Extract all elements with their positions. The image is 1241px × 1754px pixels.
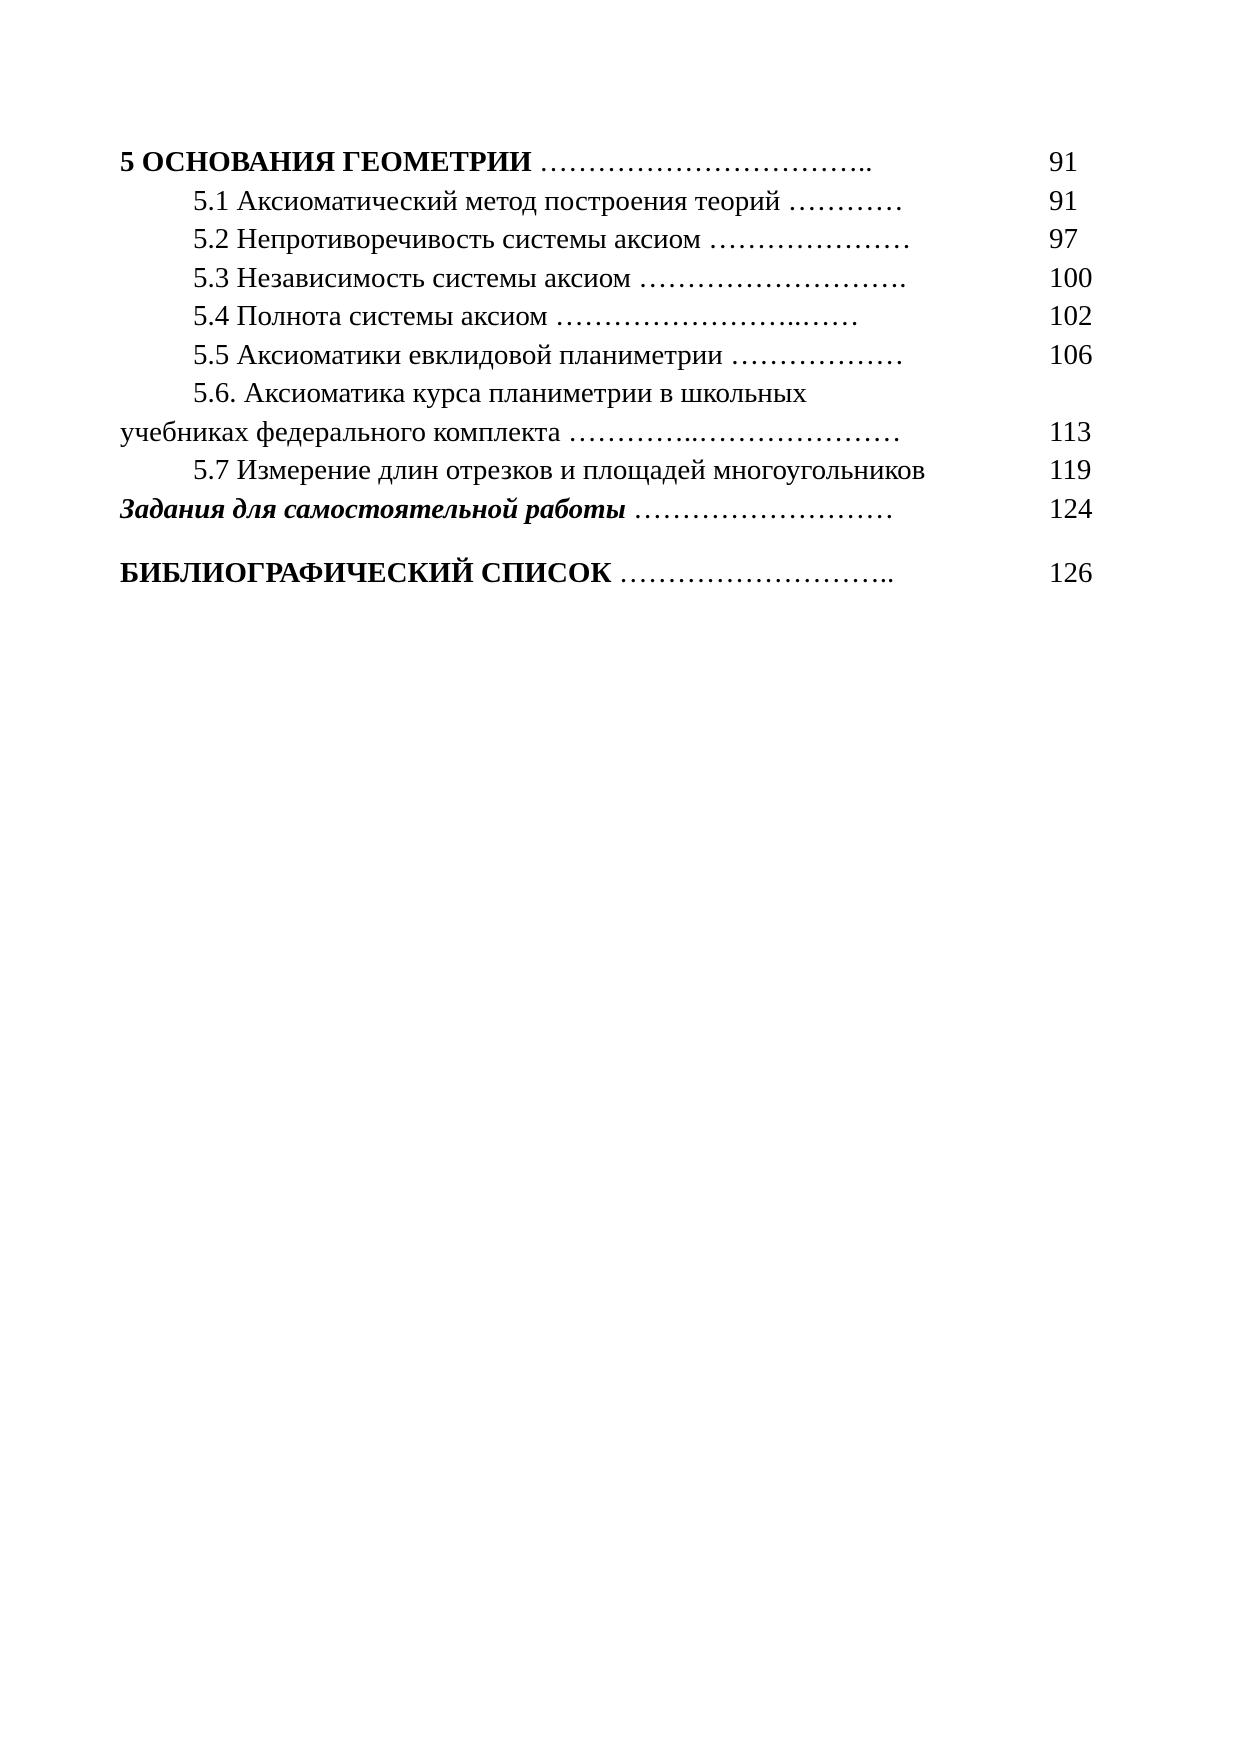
toc-leader: ……………………….. (618, 557, 895, 589)
toc-section-title: 5.7 Измерение длин отрезков и площадей многоугольников (193, 454, 926, 486)
toc-spacer (120, 528, 1120, 554)
toc-section-title-line2: учебниках федерального комплекта (120, 415, 561, 448)
toc-section-title-line1: 5.6. Аксиоматика курса планиметрии в школьных (193, 377, 807, 409)
toc-bibliography[interactable] (120, 554, 1120, 593)
toc-section-title: 5.4 Полнота системы аксиом (193, 300, 548, 332)
toc-section-5-3[interactable] (120, 259, 1120, 298)
toc-leader: …………………………….. (538, 146, 873, 178)
toc-tasks-title: Задания для самостоятельной работы (120, 492, 626, 525)
toc-section-title: 5.1 Аксиоматический метод построения теорий (193, 184, 781, 217)
toc-page-number: 106 (1049, 338, 1093, 371)
toc-section-5-7[interactable] (120, 451, 1120, 490)
toc-section-5-5[interactable] (120, 336, 1120, 375)
toc-page-number: 91 (1049, 184, 1078, 217)
toc-section-title: 5.3 Независимость системы аксиом (193, 261, 632, 294)
toc-page-number: 102 (1049, 300, 1093, 332)
toc-bibliography-title: БИБЛИОГРАФИЧЕСКИЙ СПИСОК (120, 557, 612, 589)
toc-page-number: 119 (1049, 454, 1092, 486)
toc-leader: …………..………………… (567, 415, 902, 448)
toc-page-number: 124 (1049, 492, 1093, 525)
toc-leader: ………………… (708, 223, 912, 255)
toc-page-number: 97 (1049, 223, 1078, 255)
toc-section-5-2[interactable] (120, 220, 1120, 259)
toc-leader: ……………………..…… (554, 300, 860, 332)
table-of-contents (120, 143, 1120, 593)
toc-tasks[interactable] (120, 490, 1120, 529)
toc-chapter-5[interactable] (120, 143, 1120, 182)
toc-page-number: 113 (1049, 415, 1092, 448)
toc-leader: ……………… (730, 338, 905, 371)
toc-section-title: 5.5 Аксиоматики евклидовой планиметрии (193, 338, 723, 371)
toc-leader: ……………………… (633, 492, 895, 525)
toc-section-5-4[interactable] (120, 297, 1120, 336)
toc-leader: ………… (787, 184, 904, 217)
toc-page-number: 100 (1049, 261, 1093, 294)
toc-page-number: 91 (1049, 146, 1078, 178)
toc-section-5-1[interactable] (120, 182, 1120, 221)
toc-page-number: 126 (1049, 557, 1093, 589)
toc-leader: ………………………. (638, 261, 907, 294)
toc-chapter-title: 5 ОСНОВАНИЯ ГЕОМЕТРИИ (120, 146, 532, 178)
toc-section-5-6[interactable] (120, 374, 1120, 451)
toc-section-title: 5.2 Непротиворечивость системы аксиом (193, 223, 701, 255)
